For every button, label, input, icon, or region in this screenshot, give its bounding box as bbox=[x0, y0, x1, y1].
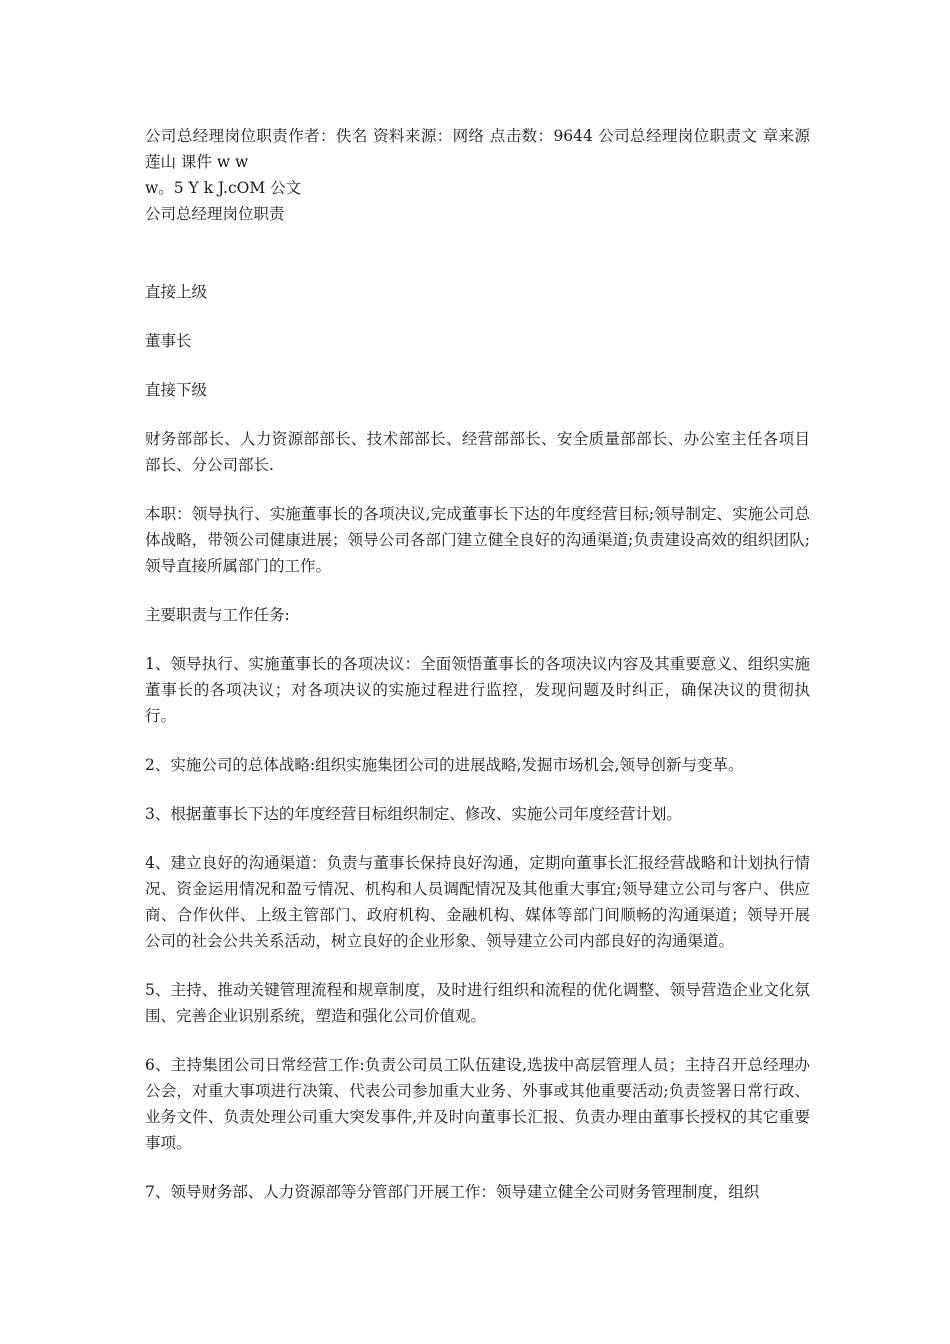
header-line-2: w。5 Y k J.cOM 公文 bbox=[145, 179, 302, 197]
duty-item-4: 4、建立良好的沟通渠道：负责与董事长保持良好沟通，定期向董事长汇报经营战略和计划执行情况、资金运用情况和盈亏情况、机构和人员调配情况及其他重大事宜;领导建立公司与客户、供应商、合作伙伴、上级主管部门、政府机构、金融机构、媒体等部门间顺畅的沟通渠道；领导开展公司的社会公共关系活动，树立良好的企业形象、领导建立公司内部良好的沟通渠道。 bbox=[145, 854, 810, 950]
subordinate-label: 直接下级 bbox=[145, 381, 208, 399]
duty-paragraph: 本职：领导执行、实施董事长的各项决议,完成董事长下达的年度经营目标;领导制定、实施公司总体战略，带领公司健康进展；领导公司各部门建立健全良好的沟通渠道;负责建设高效的组织团队;领导直接所属部门的工作。 bbox=[145, 505, 810, 575]
header-line-3: 公司总经理岗位职责 bbox=[145, 205, 285, 223]
superior-label: 直接上级 bbox=[145, 283, 208, 301]
duty-item-2: 2、实施公司的总体战略:组织实施集团公司的进展战略,发掘市场机会,领导创新与变革。 bbox=[145, 756, 744, 774]
subordinate-value: 财务部部长、人力资源部部长、技术部部长、经营部部长、安全质量部部长、办公室主任各项目部长、分公司部长. bbox=[145, 430, 810, 474]
spacer bbox=[145, 227, 810, 279]
duty-item-6: 6、主持集团公司日常经营工作:负责公司员工队伍建设,选拔中高层管理人员；主持召开总经理办公会，对重大事项进行决策、代表公司参加重大业务、外事或其他重要活动;负责签署日常行政、业务文件、负责处理公司重大突发事件,并及时向董事长汇报、负责办理由董事长授权的其它重要事项。 bbox=[145, 1056, 810, 1152]
header-line-1: 公司总经理岗位职责作者：佚名 资料来源：网络 点击数：9644 公司总经理岗位职责文 章来源 莲山 课件 w w bbox=[145, 127, 810, 171]
duty-item-3: 3、根据董事长下达的年度经营目标组织制定、修改、实施公司年度经营计划。 bbox=[145, 805, 682, 823]
document-body bbox=[145, 123, 810, 1228]
duty-item-7: 7、领导财务部、人力资源部等分管部门开展工作：领导建立健全公司财务管理制度，组织 bbox=[145, 1183, 760, 1201]
duty-item-5: 5、主持、推动关键管理流程和规章制度，及时进行组织和流程的优化调整、领导营造企业文化氛围、完善企业识别系统，塑造和强化公司价值观。 bbox=[145, 981, 810, 1025]
duty-item-1: 1、领导执行、实施董事长的各项决议：全面领悟董事长的各项决议内容及其重要意义、组织实施董事长的各项决议；对各项决议的实施过程进行监控，发现问题及时纠正，确保决议的贯彻执行。 bbox=[145, 655, 810, 725]
main-duties-title: 主要职责与工作任务: bbox=[145, 606, 290, 624]
superior-value: 董事长 bbox=[145, 332, 192, 350]
header-block bbox=[145, 123, 810, 227]
